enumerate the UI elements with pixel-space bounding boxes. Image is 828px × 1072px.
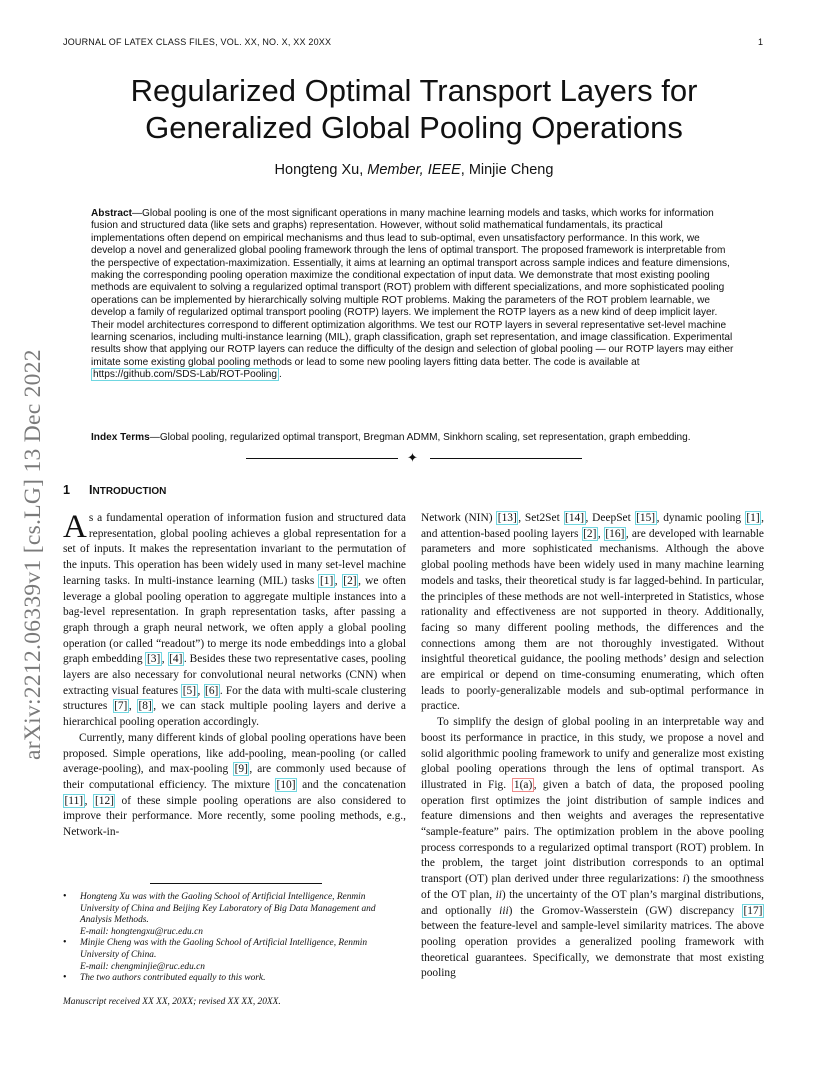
text: , dynamic pooling bbox=[656, 512, 745, 524]
footnote-rule bbox=[150, 883, 322, 884]
title-line-2: Generalized Global Pooling Operations bbox=[145, 110, 683, 145]
footnote-email: E-mail: hongtengxu@ruc.edu.cn bbox=[80, 926, 203, 937]
citation-10[interactable]: [10] bbox=[276, 778, 296, 791]
citation-15[interactable]: [15] bbox=[636, 512, 656, 524]
footnote-text: Hongteng Xu was with the Gaoling School of Artificial Intelligence, Renmin University of China and Beijing Key Laboratory of Big Data Management and Analysis Methods. bbox=[80, 892, 376, 926]
bullet-icon: • bbox=[63, 937, 67, 949]
text: , we often leverage a global pooling operation to aggregate multiple instances into a bag-level representation. In graph representation tasks, after passing a graph through a graph neural network, we often apply a global pooling operation (or called “readout”) to merge its node embeddings into a global graph embedding bbox=[63, 574, 406, 666]
text: , given a batch of data, the proposed pooling operation first optimizes the joint distribution of sample indices and feature dimensions and then weights and averages the representative “sample-feature” pairs. The optimization problem in the above pooling process corresponds to a regularized optimal transport (ROT) problem. In the problem, the target joint distribution corresponds to an optimal transport (OT) plan derived under three regularizations: bbox=[421, 778, 764, 886]
text: . Besides these two representative cases, pooling layers are also necessary for convolutional neural networks (CNN) when extracting visual features bbox=[63, 653, 406, 697]
text: , are developed with learnable parameters and more sophisticated mechanisms. Although the above global pooling methods have been widely used in many machine learning models and tasks, their theoretical study is far lagged-behind. In particular, the principles of these methods are not well-interpreted in Statistics, whose rationality and effectiveness are not supported in theory. Additionally, facing so many different pooling methods, the differences and the connections among them are not thoroughly investigated. Without insightful theoretical guidance, the pooling methods’ design and selection are empirical or depend on time-consuming enumerating, which often leads to poorly-generalizable models and sub-optimal performance in practice. bbox=[421, 527, 764, 713]
citation-13[interactable]: [13] bbox=[497, 512, 517, 524]
citation-3[interactable]: [3] bbox=[146, 653, 161, 666]
author-1: Hongteng Xu, bbox=[274, 162, 364, 178]
abstract bbox=[91, 208, 737, 382]
separator-rule-right bbox=[430, 458, 582, 459]
text: . For the data with multi-scale clustering structures bbox=[63, 684, 407, 713]
author-separator: , bbox=[460, 162, 469, 178]
text: ) the smoothness of the OT plan, bbox=[421, 873, 764, 901]
citation-2[interactable]: [2] bbox=[583, 527, 597, 540]
citation-6[interactable]: [6] bbox=[205, 684, 219, 697]
separator-diamond-icon: ✦ bbox=[407, 450, 418, 465]
text: s a fundamental operation of information fusion and structured data representation, global pooling achieves a global representation for a set of inputs. It makes the representation invariant to the permutation of the inputs. This operation has been widely used in many set-level machine learning tasks. In multi-instance learning (MIL) tasks bbox=[63, 512, 406, 587]
text: , bbox=[334, 574, 342, 587]
text: , bbox=[597, 527, 604, 540]
text: , we can stack multiple pooling layers and derive a hierarchical pooling operation accordingly. bbox=[63, 700, 406, 729]
intro-paragraph-3 bbox=[421, 511, 764, 715]
index-terms-text: —Global pooling, regularized optimal transport, Bregman ADMM, Sinkhorn scaling, set representation, graph embedding. bbox=[149, 432, 691, 443]
text: and the concatenation bbox=[297, 778, 407, 791]
section-title-rest: NTRODUCTION bbox=[92, 486, 167, 497]
footnote-2 bbox=[63, 938, 406, 973]
right-column bbox=[421, 511, 764, 982]
index-terms-label: Index Terms bbox=[91, 432, 150, 443]
abstract-text: —Global pooling is one of the most significant operations in many machine learning models and tasks, which works for information fusion and structured data (like sets and graphs) representation. However, without solid mathematical fundamentals, its practical implementations often depend on empirical mechanisms and thus lead to sub-optimal, even unsatisfactory performance. In this work, we develop a novel and generalized global pooling framework through the lens of optimal transport. The proposed framework is interpretable from the perspective of expectation-maximization. Essentially, it aims at learning an optimal transport across sample indices and feature dimensions, making the corresponding pooling operation maximize the conditional expectation of input data. We demonstrate that most existing pooling methods are equivalent to solving a regularized optimal transport (ROT) problem with different specializations, and more sophisticated pooling operations can be implemented by hierarchically solving multiple ROT problems. Making the parameters of the ROT problem learnable, we develop a family of regularized optimal transport pooling (ROTP) layers. We implement the ROTP layers as a new kind of deep implicit layer. Their model architectures correspond to different optimization algorithms. We test our ROTP layers in several representative set-level machine learning scenarios, including multi-instance learning (MIL), graph classification, graph set representation, and image classification. Experimental results show that applying our ROTP layers can reduce the difficulty of the design and selection of global pooling — our ROTP layers may either imitate some existing global pooling methods or lead to some new pooling layers fitting data better. The code is available at bbox=[91, 208, 734, 368]
section-title-initial: I bbox=[89, 483, 93, 497]
paper-title bbox=[60, 72, 768, 146]
citation-2[interactable]: [2] bbox=[343, 574, 357, 587]
text: , Set2Set bbox=[518, 512, 564, 524]
text: Currently, many different kinds of global pooling operations have been proposed. Simple operations, like add-pooling, mean-pooling (or called average-pooling), and max-pooling bbox=[63, 731, 406, 776]
text: , are commonly used because of their computational efficiency. The mixture bbox=[63, 763, 406, 791]
text: , DeepSet bbox=[585, 512, 635, 524]
text: between the feature-level and sample-level similarity matrices. The above pooling operation provides a generalized pooling framework with theoretical guarantees. Specifically, we demonstrate that most existing pooling bbox=[421, 920, 764, 980]
citation-11[interactable]: [11] bbox=[64, 794, 84, 807]
intro-paragraph-2 bbox=[63, 731, 406, 841]
left-column bbox=[63, 511, 406, 841]
authors bbox=[60, 162, 768, 178]
citation-8[interactable]: [8] bbox=[138, 700, 152, 713]
separator-rule-left bbox=[246, 458, 398, 459]
text: , bbox=[197, 684, 204, 697]
manuscript-note: Manuscript received XX XX, 20XX; revised XX XX, 20XX. bbox=[63, 997, 281, 1007]
citation-17[interactable]: [17] bbox=[743, 904, 763, 917]
section-heading bbox=[63, 483, 166, 497]
bullet-icon: • bbox=[63, 891, 67, 902]
author-membership: Member, IEEE bbox=[367, 162, 461, 178]
citation-5[interactable]: [5] bbox=[182, 684, 197, 697]
text: , bbox=[161, 653, 168, 666]
code-link[interactable]: https://github.com/SDS-Lab/ROT-Pooling bbox=[93, 369, 278, 381]
text: ) the uncertainty of the OT plan’s marginal distributions, and optionally bbox=[421, 888, 764, 917]
footnote-email: E-mail: chengminjie@ruc.edu.cn bbox=[80, 961, 205, 972]
roman-i: i bbox=[682, 873, 686, 886]
footnote-text: Minjie Cheng was with the Gaoling School of Artificial Intelligence, Renmin University of China. bbox=[80, 938, 368, 960]
citation-7[interactable]: [7] bbox=[114, 700, 128, 713]
intro-paragraph-1 bbox=[63, 511, 406, 731]
page-number: 1 bbox=[758, 37, 764, 47]
citation-9[interactable]: [9] bbox=[234, 763, 248, 776]
footnotes bbox=[63, 892, 406, 985]
footnote-3 bbox=[63, 973, 406, 985]
abstract-label: Abstract bbox=[91, 208, 132, 219]
section-number: 1 bbox=[63, 483, 71, 497]
abstract-end: . bbox=[279, 369, 282, 381]
text: , and attention-based pooling layers bbox=[421, 512, 764, 540]
footnote-1 bbox=[63, 892, 406, 938]
citation-4[interactable]: [4] bbox=[169, 653, 183, 666]
text: of these simple pooling operations are also considered to improve their performance. More recently, some pooling methods, e.g., Network-in- bbox=[63, 794, 406, 839]
roman-iii: iii bbox=[499, 904, 509, 917]
figure-ref-1a[interactable]: 1(a) bbox=[513, 778, 533, 791]
citation-1[interactable]: [1] bbox=[319, 574, 334, 587]
dropcap: A bbox=[63, 509, 87, 545]
bullet-icon: • bbox=[63, 972, 67, 984]
text: , bbox=[84, 794, 94, 807]
footnote-text: The two authors contributed equally to this work. bbox=[80, 973, 266, 984]
citation-16[interactable]: [16] bbox=[605, 527, 625, 540]
citation-14[interactable]: [14] bbox=[565, 512, 585, 524]
citation-12[interactable]: [12] bbox=[94, 794, 114, 807]
title-line-1: Regularized Optimal Transport Layers for bbox=[130, 73, 698, 108]
citation-1[interactable]: [1] bbox=[746, 512, 760, 524]
arxiv-stamp: arXiv:2212.06339v1 [cs.LG] 13 Dec 2022 bbox=[20, 349, 46, 760]
running-head: JOURNAL OF LATEX CLASS FILES, VOL. XX, NO. X, XX 20XX bbox=[63, 37, 332, 47]
author-2: Minjie Cheng bbox=[468, 162, 554, 178]
index-terms bbox=[91, 432, 751, 444]
text: , bbox=[128, 700, 137, 713]
intro-paragraph-4 bbox=[421, 715, 764, 982]
text: ) the Gromov-Wasserstein (GW) discrepancy bbox=[508, 904, 742, 917]
text: Network (NIN) bbox=[421, 512, 497, 524]
roman-ii: ii bbox=[495, 888, 502, 901]
text: To simplify the design of global pooling in an interpretable way and boost its performance in practice, in this study, we propose a novel and solid algorithmic pooling framework to unify and generalize most existing global pooling operations through the lens of optimal transport. As illustrated in Fig. bbox=[421, 716, 764, 791]
